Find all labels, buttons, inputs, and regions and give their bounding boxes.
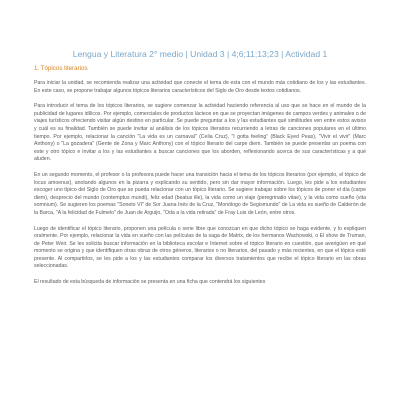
paragraph-topics: En un segundo momento, el profesor o la profesora puede hacer una transición hacia el tema de los tópicos literarios (por ejemplo, el tópico de locus amoenus), anotando algunos en la pizarra y explicando su sentido, pero sin dar mayor información. Luego, les pide a los estudiantes escoger uno típico del Siglo de Oro que se pueda relacionar con un tópico literario. Se sugiere trabajar sobre los tópicos de poner el día (carpe diem), desprecio del mundo (contemptus mundi), feliz edad (beatus ille), la vida como un viaje (peregrinatio vitae), y la vida como sueño (vita somnium). Se sugieren los poemas "Soneto VI" de Sor Juana Inés de la Cruz, "Monólogo de Segismundo" de La vida es sueño de Calderón de la Barca, "A la felicidad de Fulmelo" de Juan de Arguijo, "Oda a la vida retirada" de Fray Luis de León, entre otros.	[34, 171, 366, 216]
page-title: Lengua y Literatura 2° medio | Unidad 3 | 4;6;11;13;23 | Actividad 1	[72, 49, 328, 59]
paragraph-intro: Para iniciar la unidad, se recomienda realizar una actividad que conecte el tema de esta con el mundo más cotidiano de los y las estudiantes. En este caso, se propone trabajar algunos tópicos literarios característicos del Siglo de Oro desde textos cotidianos.	[34, 80, 366, 94]
section-heading: 1. Tópicos literarios	[34, 65, 88, 72]
paragraph-films: Luego de identificar el tópico literario, proponen una película o serie libre que conozcan en que dicho tópico se haga evidente, y lo expliquen oralmente. Por ejemplo, relacionar la vida en sueño con las películas de la saga de Matrix, de los hermanos Wachowski, o El show de Truman, de Peter Weir. Se les solicita buscar información en la biblioteca escolar e Internet sobre el tópico literario en cuestión, que averigüen en qué momento se origina y que identifiquen otras obras de otros géneros, literarios o no literarios, del pasado y más recientes, en que el tópico esté presente. Al compartirlos, se les pide a los y las estudiantes comparar los diversos tratamientos que recibe el tópico literario en las obras seleccionadas.	[34, 225, 366, 270]
paragraph-publicity: Para introducir el tema de los tópicos literarios, se sugiere comenzar la actividad haciendo referencia al uso que se hace en el mundo de la publicidad de lugares idílicos. Por ejemplo, comerciales de productos lácteos en que se proyectan imágenes de campos verdes y animales o de viajes turísticos ofreciendo visitar algún destino en particular. Se puede preguntar a los y las estudiantes qué similitudes ven entre estos avisos y cuál es su finalidad. También se puede invitar al análisis de los tópicos literarios recurriendo a letras de canciones populares en el último tiempo. Por ejemplo, relacionar la canción "La vida es un carnaval" (Celia Cruz), "I gotta feeling" (Black Eyed Peas), "Vivir el vivir" (Marc Anthony) o "La gozadera" (Gente de Zona y Marc Anthony) con el tópico literario del carpe diem. También se puede presentar un poema con este y otro tópico e invitar a los y las estudiantes a buscar canciones que los aborden, reflexionando acerca de sus características y a qué aluden.	[34, 103, 366, 163]
paragraph-results: El resultado de esta búsqueda de información se presenta en una ficha que contendrá los siguientes	[34, 279, 266, 286]
